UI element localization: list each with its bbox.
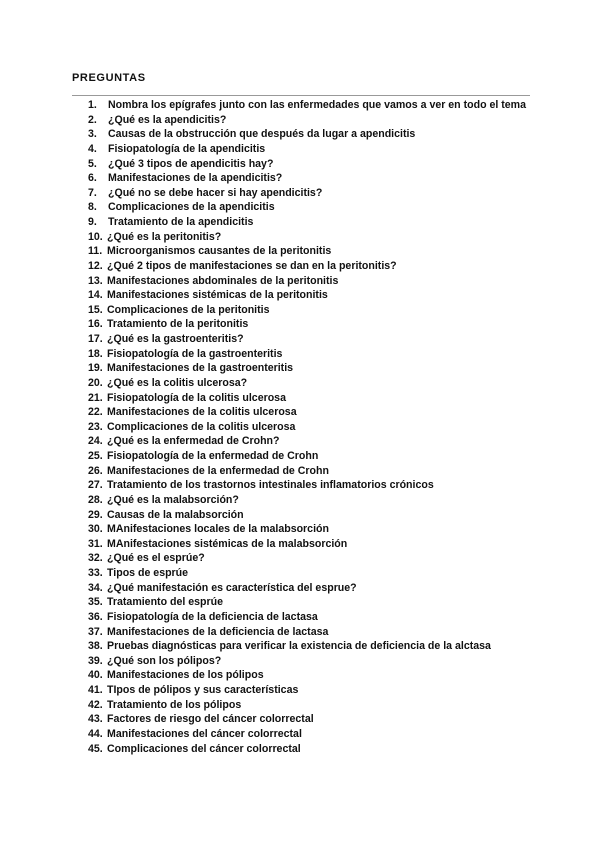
question-text: Manifestaciones de la enfermedad de Crohn bbox=[107, 464, 329, 477]
question-text: ¿Qué es la colitis ulcerosa? bbox=[107, 376, 248, 389]
question-number: 45. bbox=[88, 742, 103, 755]
question-text: Complicaciones de la colitis ulcerosa bbox=[107, 420, 296, 433]
question-item bbox=[0, 244, 527, 259]
question-item bbox=[0, 639, 527, 654]
question-number: 24. bbox=[88, 435, 103, 448]
question-number: 39. bbox=[88, 654, 103, 667]
question-text: Manifestaciones de la deficiencia de lactasa bbox=[107, 625, 329, 638]
question-text: ¿Qué es la peritonitis? bbox=[107, 230, 222, 243]
question-number: 33. bbox=[88, 567, 103, 579]
question-number: 20. bbox=[88, 376, 103, 389]
question-item bbox=[0, 478, 527, 493]
question-text: Manifestaciones abdominales de la peritonitis bbox=[107, 274, 339, 287]
question-number: 14. bbox=[88, 289, 103, 302]
question-text: Tratamiento del esprúe bbox=[107, 596, 223, 609]
question-number: 37. bbox=[88, 625, 103, 638]
question-item bbox=[0, 742, 527, 757]
question-number: 1. bbox=[88, 99, 97, 111]
question-text: Microorganismos causantes de la peritonitis bbox=[107, 245, 332, 258]
question-text: ¿Qué es la enfermedad de Crohn? bbox=[107, 435, 280, 448]
question-number: 29. bbox=[88, 508, 103, 521]
question-item bbox=[0, 186, 528, 201]
question-text: Fisiopatología de la colitis ulcerosa bbox=[107, 391, 286, 404]
question-item bbox=[0, 625, 527, 640]
question-number: 8. bbox=[88, 201, 97, 214]
question-item bbox=[0, 332, 527, 347]
question-number: 16. bbox=[88, 318, 103, 331]
question-item bbox=[0, 391, 527, 406]
question-text: ¿Qué es el esprúe? bbox=[107, 552, 205, 565]
question-item bbox=[0, 215, 528, 230]
question-text: Manifestaciones de la gastroenteritis bbox=[107, 362, 294, 375]
question-number: 12. bbox=[88, 259, 103, 272]
question-text: Manifestaciones de la colitis ulcerosa bbox=[107, 406, 297, 419]
question-text: Pruebas diagnósticas para verificar la existencia de deficiencia de la alctasa bbox=[107, 640, 491, 653]
question-text: ¿Qué 2 tipos de manifestaciones se dan en la peritonitis? bbox=[107, 259, 397, 272]
question-item bbox=[0, 361, 527, 376]
question-text: Fisiopatología de la gastroenteritis bbox=[107, 347, 283, 360]
question-text: Tratamiento de la apendicitis bbox=[108, 216, 254, 228]
question-number: 30. bbox=[88, 523, 103, 536]
question-item bbox=[0, 274, 527, 289]
question-number: 27. bbox=[88, 479, 103, 492]
question-number: 31. bbox=[88, 537, 103, 550]
question-item bbox=[0, 595, 527, 610]
question-item bbox=[0, 508, 527, 523]
question-text: Nombra los epígrafes junto con las enfermedades que vamos a ver en todo el tema bbox=[108, 99, 526, 111]
question-item bbox=[0, 712, 527, 727]
question-number: 40. bbox=[88, 669, 103, 682]
question-item bbox=[0, 434, 527, 449]
question-text: Manifestaciones de los pólipos bbox=[107, 669, 264, 682]
question-item bbox=[0, 493, 527, 508]
question-number: 28. bbox=[88, 493, 103, 506]
question-item bbox=[0, 200, 528, 215]
question-text: Complicaciones de la peritonitis bbox=[107, 303, 270, 316]
question-text: ¿Qué no se debe hacer si hay apendicitis? bbox=[108, 186, 323, 199]
question-number: 35. bbox=[88, 596, 103, 609]
page-heading: PREGUNTAS bbox=[72, 72, 146, 84]
question-item bbox=[0, 113, 528, 128]
question-list bbox=[0, 98, 600, 756]
question-number: 13. bbox=[88, 274, 103, 287]
question-number: 26. bbox=[88, 464, 103, 477]
question-item bbox=[0, 464, 527, 479]
question-item bbox=[0, 449, 527, 464]
question-number: 38. bbox=[88, 640, 103, 653]
question-number: 22. bbox=[88, 406, 103, 419]
question-number: 6. bbox=[88, 172, 97, 185]
question-text: Fisiopatología de la deficiencia de lactasa bbox=[107, 610, 318, 623]
question-number: 44. bbox=[88, 727, 103, 740]
question-number: 5. bbox=[88, 157, 97, 170]
question-text: Tratamiento de los trastornos intestinales inflamatorios crónicos bbox=[107, 479, 434, 492]
question-number: 21. bbox=[88, 391, 103, 404]
question-number: 4. bbox=[88, 142, 97, 155]
question-item bbox=[0, 405, 527, 420]
question-number: 34. bbox=[88, 581, 103, 594]
question-item bbox=[0, 171, 528, 186]
question-item bbox=[0, 127, 528, 142]
question-item bbox=[0, 420, 527, 435]
question-text: Causas de la malabsorción bbox=[107, 508, 244, 521]
question-text: Factores de riesgo del cáncer colorrectal bbox=[107, 713, 314, 726]
question-text: Complicaciones del cáncer colorrectal bbox=[107, 742, 301, 755]
question-number: 17. bbox=[88, 333, 103, 345]
question-number: 36. bbox=[88, 610, 103, 623]
question-number: 32. bbox=[88, 552, 103, 565]
question-number: 25. bbox=[88, 450, 103, 462]
question-item bbox=[0, 230, 527, 245]
question-item bbox=[0, 566, 527, 581]
question-item bbox=[0, 522, 527, 537]
question-item bbox=[0, 303, 527, 318]
question-item bbox=[0, 727, 527, 742]
question-item bbox=[0, 537, 527, 552]
question-text: Fisiopatología de la enfermedad de Crohn bbox=[107, 450, 319, 462]
question-text: Complicaciones de la apendicitis bbox=[108, 201, 275, 214]
question-text: Manifestaciones del cáncer colorrectal bbox=[107, 727, 302, 740]
question-item bbox=[0, 698, 527, 713]
question-item bbox=[0, 157, 528, 172]
question-text: ¿Qué es la malabsorción? bbox=[107, 493, 239, 506]
question-text: ¿Qué 3 tipos de apendicitis hay? bbox=[108, 157, 274, 170]
question-number: 10. bbox=[88, 230, 103, 243]
question-text: ¿Qué es la apendicitis? bbox=[108, 113, 227, 126]
question-number: 9. bbox=[88, 216, 97, 228]
question-number: 3. bbox=[88, 128, 97, 141]
question-item bbox=[0, 98, 528, 113]
question-item bbox=[0, 376, 527, 391]
question-item bbox=[0, 581, 527, 596]
question-number: 23. bbox=[88, 420, 103, 433]
question-text: Fisiopatología de la apendicitis bbox=[108, 142, 266, 155]
question-number: 42. bbox=[88, 698, 103, 711]
question-item bbox=[0, 668, 527, 683]
question-item bbox=[0, 142, 528, 157]
question-number: 18. bbox=[88, 347, 103, 360]
question-item bbox=[0, 551, 527, 566]
question-text: Tratamiento de los pólipos bbox=[107, 698, 242, 711]
question-text: Tipos de esprúe bbox=[107, 567, 189, 579]
question-text: Causas de la obstrucción que después da lugar a apendicitis bbox=[108, 128, 416, 141]
question-item bbox=[0, 610, 527, 625]
question-text: ¿Qué son los pólipos? bbox=[107, 654, 222, 667]
question-text: Tratamiento de la peritonitis bbox=[107, 318, 249, 331]
question-item bbox=[0, 259, 527, 274]
question-item bbox=[0, 347, 527, 362]
question-text: TIpos de pólipos y sus características bbox=[107, 684, 299, 696]
question-item bbox=[0, 654, 527, 669]
question-text: MAnifestaciones locales de la malabsorción bbox=[107, 523, 329, 536]
question-text: MAnifestaciones sistémicas de la malabsorción bbox=[107, 537, 348, 550]
question-number: 43. bbox=[88, 713, 103, 726]
question-number: 15. bbox=[88, 303, 103, 316]
question-item bbox=[0, 683, 527, 698]
question-number: 41. bbox=[88, 684, 103, 696]
question-text: Manifestaciones de la apendicitis? bbox=[108, 172, 283, 185]
question-text: ¿Qué manifestación es característica del esprue? bbox=[107, 581, 357, 594]
question-item bbox=[0, 317, 527, 332]
question-number: 11. bbox=[88, 245, 103, 258]
question-number: 19. bbox=[88, 362, 103, 375]
question-number: 2. bbox=[88, 113, 97, 126]
heading-divider bbox=[72, 95, 530, 96]
question-number: 7. bbox=[88, 186, 97, 199]
question-text: Manifestaciones sistémicas de la peritonitis bbox=[107, 289, 328, 302]
question-item bbox=[0, 288, 527, 303]
question-text: ¿Qué es la gastroenteritis? bbox=[107, 333, 244, 345]
